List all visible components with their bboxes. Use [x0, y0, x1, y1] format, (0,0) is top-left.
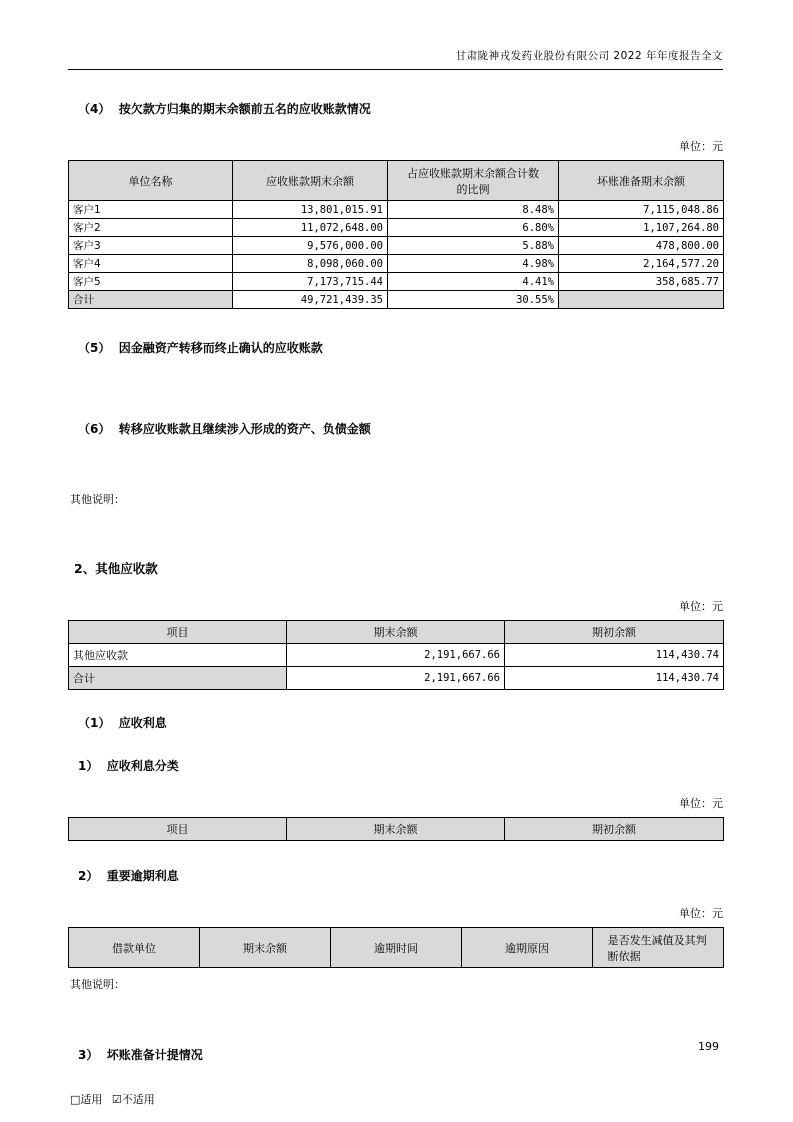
table-row [69, 273, 724, 291]
col-header-impairment-label: 是否发生减值及其判断依据 [607, 933, 707, 963]
col-header-ending: 期末余额 [200, 928, 331, 968]
cell-ending-balance: 7,173,715.44 [233, 273, 388, 291]
unit-label: 单位：元 [679, 600, 723, 613]
cell-ratio: 6.80% [388, 219, 559, 237]
col-header-beginning: 期初余额 [505, 818, 724, 841]
page-number: 199 [698, 1040, 719, 1053]
col-header-item: 项目 [69, 818, 287, 841]
cell-customer-name: 客户5 [69, 273, 233, 291]
table-total-row [69, 291, 724, 309]
overdue-interest-table [68, 927, 724, 968]
cell-ending: 2,191,667.66 [287, 644, 505, 667]
interest-classification-table [68, 817, 724, 841]
col-header-impairment [593, 928, 724, 968]
cell-ratio: 5.88% [388, 237, 559, 255]
col-header-beginning: 期初余额 [505, 621, 724, 644]
other-notes-label: 其他说明： [70, 978, 125, 991]
cell-total-ending-balance: 49,721,439.35 [233, 291, 388, 309]
cell-customer-name: 客户4 [69, 255, 233, 273]
table-row [69, 237, 724, 255]
cell-bad-debt: 1,107,264.80 [559, 219, 724, 237]
table-row [69, 255, 724, 273]
table-header-row [69, 161, 724, 201]
col-header-ratio [388, 161, 559, 201]
cell-ratio: 4.98% [388, 255, 559, 273]
cell-customer-name: 客户3 [69, 237, 233, 255]
table-header-row [69, 621, 724, 644]
cell-bad-debt: 2,164,577.20 [559, 255, 724, 273]
applicability-row [68, 1091, 723, 1107]
overdue-interest-heading: 2） 重要逾期利息 [78, 869, 179, 883]
other-receivables-table [68, 620, 724, 690]
checkbox-not-applicable: ☑不适用 [111, 1093, 155, 1106]
table-total-row [69, 667, 724, 690]
cell-ending-balance: 13,801,015.91 [233, 201, 388, 219]
top5-receivables-table [68, 160, 724, 309]
interest-heading: （1） 应收利息 [78, 716, 167, 730]
col-header-borrower: 借款单位 [69, 928, 200, 968]
col-header-ending: 期末余额 [287, 818, 505, 841]
col-header-ending: 期末余额 [287, 621, 505, 644]
cell-total-bad-debt [559, 291, 724, 309]
cell-beginning: 114,430.74 [505, 644, 724, 667]
col-header-ending-balance: 应收账款期末余额 [233, 161, 388, 201]
col-header-reason: 逾期原因 [462, 928, 593, 968]
col-header-overdue-time: 逾期时间 [331, 928, 462, 968]
table-row [69, 644, 724, 667]
cell-ending-balance: 8,098,060.00 [233, 255, 388, 273]
checkbox-applicable: □适用 [70, 1093, 103, 1106]
cell-ratio: 8.48% [388, 201, 559, 219]
cell-ending-balance: 11,072,648.00 [233, 219, 388, 237]
cell-total-label: 合计 [69, 291, 233, 309]
col-header-bad-debt: 坏账准备期末余额 [559, 161, 724, 201]
cell-ending-balance: 9,576,000.00 [233, 237, 388, 255]
table-row [69, 219, 724, 237]
bad-debt-provision-heading: 3） 坏账准备计提情况 [78, 1048, 203, 1062]
unit-label: 单位：元 [679, 907, 723, 920]
page-header [68, 0, 723, 70]
cell-total-ratio: 30.55% [388, 291, 559, 309]
cell-total-ending: 2,191,667.66 [287, 667, 505, 690]
cell-bad-debt: 478,800.00 [559, 237, 724, 255]
cell-bad-debt: 7,115,048.86 [559, 201, 724, 219]
other-notes-label: 其他说明： [70, 493, 125, 506]
section6-heading: （6） 转移应收账款且继续涉入形成的资产、负债金额 [78, 422, 371, 436]
report-title: 甘肃陇神戎发药业股份有限公司 2022 年年度报告全文 [455, 50, 723, 62]
table-header-row [69, 818, 724, 841]
unit-label: 单位：元 [679, 140, 723, 153]
section5-heading: （5） 因金融资产转移而终止确认的应收账款 [78, 341, 323, 355]
col-header-unit-name: 单位名称 [69, 161, 233, 201]
section2-heading: 2、其他应收款 [74, 561, 158, 576]
cell-customer-name: 客户1 [69, 201, 233, 219]
col-header-ratio-label: 占应收账款期末余额合计数的比例 [407, 166, 539, 196]
table-header-row [69, 928, 724, 968]
cell-ratio: 4.41% [388, 273, 559, 291]
cell-customer-name: 客户2 [69, 219, 233, 237]
cell-total-label: 合计 [69, 667, 287, 690]
interest-classification-heading: 1） 应收利息分类 [78, 759, 179, 773]
unit-label: 单位：元 [679, 797, 723, 810]
table-row [69, 201, 724, 219]
cell-item: 其他应收款 [69, 644, 287, 667]
col-header-item: 项目 [69, 621, 287, 644]
cell-total-beginning: 114,430.74 [505, 667, 724, 690]
section4-heading: （4） 按欠款方归集的期末余额前五名的应收账款情况 [78, 102, 371, 116]
cell-bad-debt: 358,685.77 [559, 273, 724, 291]
